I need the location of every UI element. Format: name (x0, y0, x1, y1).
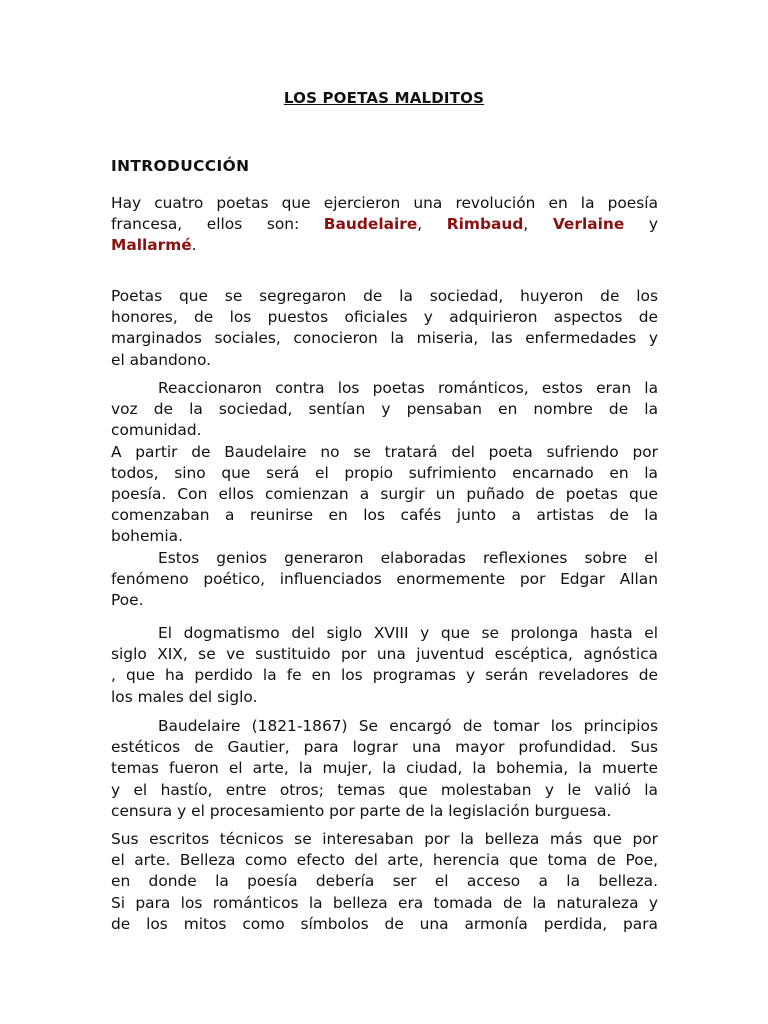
paragraph-line: comunidad. (111, 421, 202, 440)
paragraph-line: Si para los románticos la belleza era tomada de la naturaleza y (111, 893, 658, 912)
paragraph-line: los males del siglo. (111, 687, 258, 706)
separator: , (417, 215, 423, 234)
paragraph-reaction (111, 378, 658, 548)
paragraph-line: en donde la poesía debería ser el acceso a la belleza. (111, 872, 658, 891)
paragraph-line: el abandono. (111, 350, 212, 369)
paragraph-line: comenzaban a reunirse en los cafés junto a artistas de la (111, 506, 658, 525)
separator: , (523, 215, 529, 234)
paragraph-line: bohemia. (111, 527, 184, 546)
period: . (191, 236, 197, 255)
line-text: francesa, ellos son: (111, 215, 300, 234)
paragraph-line: fenómeno poético, influenciados enormemente por Edgar Allan (111, 570, 658, 589)
paragraph-line: El dogmatismo del siglo XVIII y que se prolonga hasta el (158, 624, 658, 642)
paragraph-line: marginados sociales, conocieron la miseria, las enfermedades y (111, 329, 658, 348)
poet-name-rimbaud: Rimbaud (446, 215, 524, 234)
paragraph-line: el arte. Belleza como efecto del arte, herencia que toma de Poe, (111, 851, 658, 870)
paragraph-line: censura y el procesamiento por parte de la legislación burguesa. (111, 801, 612, 820)
paragraph-line: Reaccionaron contra los poetas románticos, estos eran la (158, 379, 658, 397)
document-title: LOS POETAS MALDITOS (283, 89, 485, 107)
paragraph-line: estéticos de Gautier, para lograr una mayor profundidad. Sus (111, 738, 658, 757)
paragraph-line: poesía. Con ellos comienzan a surgir un puñado de poetas que (111, 485, 658, 504)
paragraph-line: Poetas que se segregaron de la sociedad, huyeron de los (111, 287, 658, 305)
conjunction: y (648, 215, 658, 234)
paragraph-line: Sus escritos técnicos se interesaban por la belleza más que por (111, 830, 658, 848)
paragraph-line: honores, de los puestos oficiales y adquirieron aspectos de (111, 308, 658, 327)
poet-name-verlaine: Verlaine (552, 215, 625, 234)
paragraph-line (111, 214, 658, 235)
paragraph-line: temas fueron el arte, la mujer, la ciudad, la bohemia, la muerte (111, 759, 658, 778)
paragraph-line: siglo XIX, se ve sustituido por una juventud escéptica, agnóstica (111, 645, 658, 664)
paragraph-line: Baudelaire (1821-1867) Se encargó de tomar los principios (158, 717, 658, 735)
poet-name-mallarme: Mallarmé (111, 236, 192, 255)
paragraph-dogmatism (111, 623, 658, 708)
paragraph-geniuses (111, 548, 658, 612)
paragraph-line: Hay cuatro poetas que ejercieron una revolución en la poesía (111, 194, 658, 212)
paragraph-line: A partir de Baudelaire no se tratará del poeta sufriendo por (111, 442, 658, 461)
section-heading: INTRODUCCIÓN (111, 157, 250, 175)
paragraph-line: y el hastío, entre otros; temas que molestaban y le valió la (111, 780, 658, 799)
paragraph-line: Poe. (111, 591, 144, 610)
paragraph-line: de los mitos como símbolos de una armonía perdida, para (111, 914, 658, 933)
poet-name-baudelaire: Baudelaire (323, 215, 418, 234)
paragraph-line: Estos genios generaron elaboradas reflexiones sobre el (158, 549, 658, 567)
paragraph-intro (111, 193, 658, 257)
paragraph-line: voz de la sociedad, sentían y pensaban en nombre de la (111, 400, 658, 419)
paragraph-line: , que ha perdido la fe en los programas y serán reveladores de (111, 666, 658, 685)
paragraph-baudelaire (111, 716, 658, 822)
paragraph-line (111, 235, 658, 256)
paragraph-line: todos, sino que será el propio sufrimiento encarnado en la (111, 463, 658, 482)
paragraph-beauty (111, 829, 658, 935)
paragraph-segregation (111, 286, 658, 371)
